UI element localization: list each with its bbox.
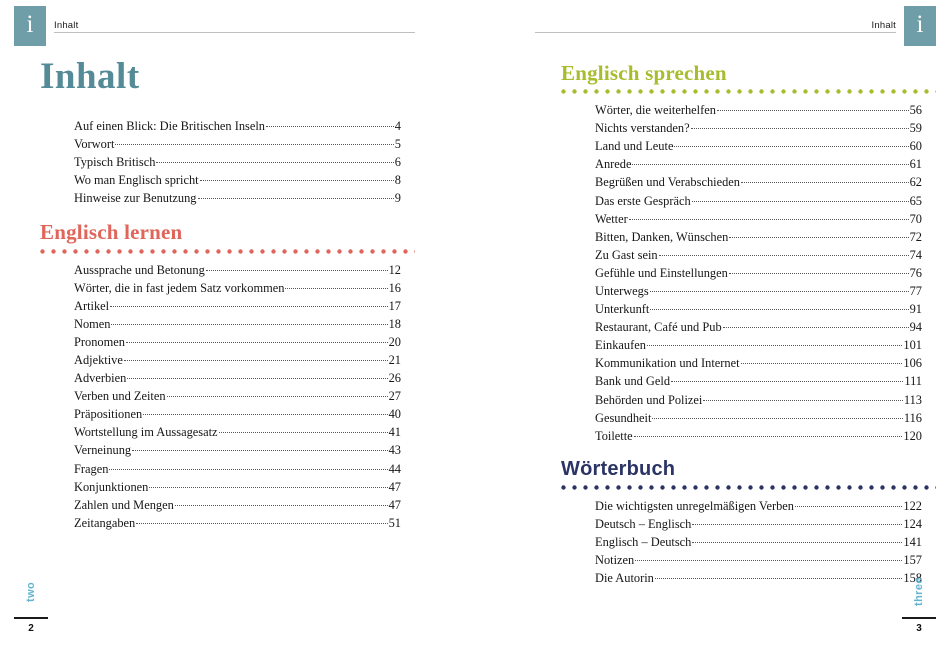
- toc-leader-dots: [703, 392, 902, 404]
- toc-entry[interactable]: [74, 514, 401, 532]
- toc-entry-list: [535, 497, 936, 587]
- toc-entry-page-number: 116: [903, 410, 922, 425]
- toc-leader-dots: [632, 156, 908, 168]
- toc-entry-title: Die Autorin: [595, 571, 654, 586]
- toc-leader-dots: [266, 118, 394, 130]
- toc-entry[interactable]: [74, 135, 401, 153]
- toc-leader-dots: [692, 516, 902, 528]
- toc-entry-page-number: 9: [394, 191, 401, 206]
- toc-entry-title: Gesundheit: [595, 410, 652, 425]
- toc-entry-title: Deutsch – Englisch: [595, 516, 692, 531]
- toc-leader-dots: [200, 172, 394, 184]
- toc-entry[interactable]: [595, 533, 922, 551]
- toc-leader-dots: [136, 515, 387, 527]
- toc-entry[interactable]: [595, 497, 922, 515]
- toc-leader-dots: [132, 442, 387, 454]
- toc-entry-title: Einkaufen: [595, 338, 646, 353]
- toc-entry[interactable]: [74, 189, 401, 207]
- toc-leader-dots: [127, 370, 387, 382]
- toc-entry-page-number: 122: [903, 498, 922, 513]
- toc-entry[interactable]: [595, 372, 922, 390]
- toc-entry[interactable]: [74, 333, 401, 351]
- toc-entry[interactable]: [595, 515, 922, 533]
- toc-entry-title: Typisch Britisch: [74, 155, 156, 170]
- toc-entry-page-number: 18: [388, 316, 401, 331]
- running-head-label-right: Inhalt: [871, 20, 896, 31]
- running-head-left: [14, 6, 415, 48]
- left-sections: [14, 117, 415, 532]
- toc-entry[interactable]: [595, 282, 922, 300]
- toc-leader-dots: [692, 534, 902, 546]
- toc-entry[interactable]: [595, 137, 922, 155]
- toc-leader-dots: [167, 388, 388, 400]
- toc-entry-page-number: 141: [903, 535, 922, 550]
- toc-entry-page-number: 111: [904, 374, 922, 389]
- toc-entry[interactable]: [595, 409, 922, 427]
- toc-entry-page-number: 16: [388, 280, 401, 295]
- toc-entry-title: Nomen: [74, 316, 111, 331]
- right-page: [475, 0, 950, 648]
- toc-section-heading: Wörterbuch: [561, 457, 676, 480]
- toc-section-heading: Englisch sprechen: [561, 61, 727, 85]
- toc-entry-page-number: 44: [388, 461, 401, 476]
- toc-section: [535, 459, 936, 587]
- toc-entry-title: Verben und Zeiten: [74, 389, 166, 404]
- toc-entry[interactable]: [595, 210, 922, 228]
- toc-leader-dots: [723, 319, 909, 331]
- toc-entry-page-number: 120: [903, 428, 922, 443]
- toc-leader-dots: [635, 552, 902, 564]
- folio-right: [902, 572, 936, 634]
- toc-entry[interactable]: [595, 391, 922, 409]
- toc-entry-page-number: 41: [388, 425, 401, 440]
- toc-entry-title: Wörter, die weiterhelfen: [595, 103, 716, 118]
- toc-leader-dots: [717, 102, 909, 114]
- toc-entry-title: Notizen: [595, 553, 635, 568]
- section-dotted-rule: [561, 485, 936, 490]
- toc-entry[interactable]: [595, 318, 922, 336]
- toc-entry-title: Wetter: [595, 211, 628, 226]
- toc-leader-dots: [198, 190, 394, 202]
- toc-entry-page-number: 60: [909, 139, 922, 154]
- toc-leader-dots: [109, 461, 387, 473]
- toc-entry-page-number: 91: [909, 302, 922, 317]
- toc-entry-page-number: 20: [388, 334, 401, 349]
- toc-entry[interactable]: [595, 119, 922, 137]
- toc-leader-dots: [729, 229, 908, 241]
- toc-entry-page-number: 43: [388, 443, 401, 458]
- toc-entry[interactable]: [595, 300, 922, 318]
- toc-leader-dots: [219, 424, 388, 436]
- toc-entry-page-number: 158: [903, 571, 922, 586]
- toc-leader-dots: [149, 479, 387, 491]
- toc-entry-page-number: 124: [903, 516, 922, 531]
- page-title: Inhalt: [40, 56, 140, 97]
- toc-entry-page-number: 6: [394, 155, 401, 170]
- toc-section: [535, 62, 936, 445]
- toc-entry-page-number: 8: [394, 173, 401, 188]
- toc-entry-title: Unterwegs: [595, 283, 649, 298]
- toc-entry-page-number: 76: [909, 265, 922, 280]
- toc-leader-dots: [741, 355, 903, 367]
- toc-entry[interactable]: [74, 279, 401, 297]
- toc-entry-title: Behörden und Polizei: [595, 392, 703, 407]
- toc-entry-page-number: 74: [909, 247, 922, 262]
- toc-entry-page-number: 94: [909, 320, 922, 335]
- toc-entry-title: Zahlen und Mengen: [74, 497, 174, 512]
- info-tab-icon[interactable]: i: [904, 6, 936, 46]
- toc-entry-title: Zu Gast sein: [595, 247, 658, 262]
- toc-entry-page-number: 12: [388, 262, 401, 277]
- toc-entry-title: Kommunikation und Internet: [595, 356, 740, 371]
- toc-entry[interactable]: [74, 441, 401, 459]
- toc-entry-page-number: 51: [388, 515, 401, 530]
- toc-entry[interactable]: [595, 551, 922, 569]
- toc-entry-title: Die wichtigsten unregelmäßigen Verben: [595, 498, 794, 513]
- toc-leader-dots: [647, 337, 902, 349]
- toc-entry-page-number: 65: [909, 193, 922, 208]
- toc-entry[interactable]: [74, 369, 401, 387]
- folio-number-right: 3: [916, 623, 922, 634]
- toc-leader-dots: [110, 298, 388, 310]
- toc-entry-title: Aussprache und Betonung: [74, 262, 205, 277]
- toc-entry-page-number: 61: [909, 157, 922, 172]
- toc-entry-page-number: 101: [903, 338, 922, 353]
- right-sections: [535, 62, 936, 587]
- toc-leader-dots: [692, 193, 909, 205]
- toc-entry-title: Gefühle und Einstellungen: [595, 265, 728, 280]
- toc-entry-page-number: 17: [388, 298, 401, 313]
- toc-entry-title: Adjektive: [74, 352, 123, 367]
- toc-leader-dots: [671, 373, 903, 385]
- toc-entry[interactable]: [595, 173, 922, 191]
- toc-section: [14, 221, 415, 531]
- folio-word-left: two: [25, 581, 37, 603]
- toc-leader-dots: [650, 301, 908, 313]
- toc-section: [14, 117, 415, 207]
- toc-entry-title: Unterkunft: [595, 302, 650, 317]
- toc-entry[interactable]: [595, 264, 922, 282]
- left-page-body: [14, 48, 415, 588]
- toc-entry[interactable]: [595, 427, 922, 445]
- toc-entry[interactable]: [595, 192, 922, 210]
- toc-entry-title: Wortstellung im Aussagesatz: [74, 425, 218, 440]
- toc-entry-page-number: 5: [394, 137, 401, 152]
- toc-entry-title: Begrüßen und Verabschieden: [595, 175, 740, 190]
- toc-leader-dots: [629, 211, 909, 223]
- toc-leader-dots: [111, 316, 387, 328]
- toc-entry[interactable]: [74, 261, 401, 279]
- running-head-label-left: Inhalt: [54, 20, 79, 31]
- toc-entry-page-number: 47: [388, 479, 401, 494]
- toc-entry-title: Auf einen Blick: Die Britischen Inseln: [74, 119, 265, 133]
- toc-leader-dots: [206, 262, 388, 274]
- toc-entry-title: Hinweise zur Benutzung: [74, 191, 197, 206]
- toc-entry-page-number: 62: [909, 175, 922, 190]
- toc-entry-title: Pronomen: [74, 334, 125, 349]
- toc-entry[interactable]: [595, 155, 922, 173]
- toc-leader-dots: [634, 428, 903, 440]
- toc-entry-page-number: 26: [388, 371, 401, 386]
- folio-rule-left: [14, 617, 48, 619]
- toc-entry[interactable]: [74, 351, 401, 369]
- toc-entry-title: Konjunktionen: [74, 479, 149, 494]
- toc-leader-dots: [650, 283, 909, 295]
- toc-entry-title: Wörter, die in fast jedem Satz vorkommen: [74, 280, 285, 295]
- toc-leader-dots: [741, 174, 909, 186]
- toc-entry[interactable]: [74, 315, 401, 333]
- toc-leader-dots: [691, 120, 909, 132]
- toc-entry-title: Präpositionen: [74, 407, 143, 422]
- toc-entry-title: Bitten, Danken, Wünschen: [595, 229, 729, 244]
- toc-entry[interactable]: [74, 297, 401, 315]
- toc-entry-title: Adverbien: [74, 371, 127, 386]
- toc-entry[interactable]: [74, 171, 401, 189]
- toc-entry[interactable]: [595, 354, 922, 372]
- toc-entry-list: [535, 101, 936, 445]
- running-head-right: [535, 6, 936, 48]
- toc-entry-page-number: 113: [903, 392, 922, 407]
- toc-entry[interactable]: [74, 117, 401, 135]
- folio-left: [14, 572, 48, 634]
- toc-entry-page-number: 40: [388, 407, 401, 422]
- toc-leader-dots: [655, 570, 903, 582]
- toc-leader-dots: [124, 352, 388, 364]
- toc-entry-title: Artikel: [74, 298, 110, 313]
- toc-entry[interactable]: [595, 228, 922, 246]
- toc-entry-title: Verneinung: [74, 443, 132, 458]
- toc-entry[interactable]: [595, 101, 922, 119]
- toc-leader-dots: [175, 497, 388, 509]
- toc-leader-dots: [115, 136, 393, 148]
- toc-section-heading: Englisch lernen: [40, 220, 183, 245]
- toc-entry[interactable]: [74, 496, 401, 514]
- toc-leader-dots: [156, 154, 393, 166]
- toc-entry-title: Zeitangaben: [74, 515, 136, 530]
- toc-leader-dots: [126, 334, 388, 346]
- toc-entry-page-number: 70: [909, 211, 922, 226]
- toc-entry-title: Nichts verstanden?: [595, 121, 690, 136]
- section-dotted-rule: [40, 249, 415, 254]
- toc-entry[interactable]: [74, 423, 401, 441]
- toc-entry-page-number: 59: [909, 121, 922, 136]
- toc-leader-dots: [729, 265, 909, 277]
- toc-entry-title: Bank und Geld: [595, 374, 671, 389]
- toc-leader-dots: [795, 498, 902, 510]
- folio-number-left: 2: [28, 623, 34, 634]
- toc-entry[interactable]: [595, 246, 922, 264]
- toc-entry-list: [14, 261, 415, 532]
- right-page-body: [535, 48, 936, 588]
- toc-entry-page-number: 27: [388, 389, 401, 404]
- toc-leader-dots: [674, 138, 908, 150]
- toc-entry[interactable]: [74, 153, 401, 171]
- toc-leader-dots: [143, 406, 387, 418]
- running-head-rule-right: [535, 6, 896, 33]
- toc-entry-title: Vorwort: [74, 137, 115, 152]
- toc-entry-title: Fragen: [74, 461, 109, 476]
- toc-leader-dots: [659, 247, 909, 259]
- toc-entry[interactable]: [74, 387, 401, 405]
- toc-entry-page-number: 77: [909, 283, 922, 298]
- toc-entry-list: [14, 117, 415, 207]
- info-tab-icon[interactable]: i: [14, 6, 46, 46]
- toc-entry-title: Wo man Englisch spricht: [74, 173, 199, 188]
- toc-entry-title: Toilette: [595, 428, 633, 443]
- toc-entry-title: Anrede: [595, 157, 632, 172]
- toc-entry-page-number: 56: [909, 103, 922, 118]
- running-head-rule-left: [54, 6, 415, 33]
- toc-entry[interactable]: [74, 478, 401, 496]
- toc-entry-page-number: 21: [388, 352, 401, 367]
- toc-entry-page-number: 47: [388, 497, 401, 512]
- folio-rule-right: [902, 617, 936, 619]
- toc-entry[interactable]: [595, 336, 922, 354]
- toc-entry[interactable]: [74, 460, 401, 478]
- toc-entry[interactable]: [74, 405, 401, 423]
- toc-entry-page-number: 4: [394, 119, 401, 133]
- toc-leader-dots: [285, 280, 387, 292]
- folio-word-right: three: [913, 577, 925, 607]
- toc-entry-page-number: 72: [909, 229, 922, 244]
- toc-entry[interactable]: [595, 569, 922, 587]
- section-dotted-rule: [561, 89, 936, 94]
- toc-leader-dots: [652, 410, 902, 422]
- toc-entry-title: Restaurant, Café und Pub: [595, 320, 722, 335]
- toc-entry-page-number: 157: [903, 553, 922, 568]
- toc-entry-page-number: 106: [903, 356, 922, 371]
- toc-entry-title: Englisch – Deutsch: [595, 535, 692, 550]
- toc-entry-title: Das erste Gespräch: [595, 193, 691, 208]
- toc-entry-title: Land und Leute: [595, 139, 674, 154]
